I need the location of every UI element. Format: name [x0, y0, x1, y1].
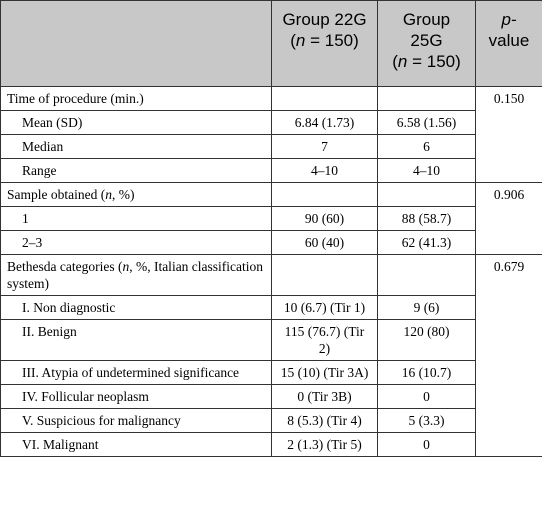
table-body	[1, 87, 542, 457]
cell-p-value-empty	[476, 296, 542, 320]
row-label-post: , %)	[111, 187, 135, 202]
table-row	[1, 135, 542, 159]
cell-p-value-empty	[476, 135, 542, 159]
cell-p-value-empty	[476, 111, 542, 135]
paren-open: (	[392, 52, 398, 71]
header-p-value	[476, 1, 542, 87]
header-p-value-a: p-	[501, 10, 517, 29]
n-symbol: n	[122, 259, 130, 274]
cell-p-value-empty	[476, 159, 542, 183]
paren-open: (	[290, 31, 296, 50]
table-row	[1, 231, 542, 255]
cell-group-25g: 62 (41.3)	[378, 231, 476, 255]
row-label: 2–3	[1, 231, 272, 255]
cell-group-22g: 15 (10) (Tir 3A)	[272, 361, 378, 385]
table-row	[1, 255, 542, 296]
row-label: 1	[1, 207, 272, 231]
cell-group-22g: 10 (6.7) (Tir 1)	[272, 296, 378, 320]
cell-group-25g: 9 (6)	[378, 296, 476, 320]
table-row	[1, 409, 542, 433]
header-group-22g-count: = 150)	[305, 31, 359, 50]
cell-group-25g	[378, 255, 476, 296]
n-symbol: n	[295, 31, 306, 50]
row-label: V. Suspicious for malignancy	[1, 409, 272, 433]
header-group-25g-title-a: Group	[402, 10, 451, 29]
cell-group-25g	[378, 87, 476, 111]
table-row	[1, 111, 542, 135]
row-label: Range	[1, 159, 272, 183]
row-label: IV. Follicular neoplasm	[1, 385, 272, 409]
cell-group-22g: 6.84 (1.73)	[272, 111, 378, 135]
cell-group-25g: 6	[378, 135, 476, 159]
table-row	[1, 207, 542, 231]
header-group-22g	[272, 1, 378, 87]
row-label: Median	[1, 135, 272, 159]
row-label	[1, 255, 272, 296]
header-group-22g-title: Group 22G	[282, 10, 367, 29]
row-label: III. Atypia of undetermined significance	[1, 361, 272, 385]
row-label-post: , %, Italian classification system)	[7, 259, 264, 291]
cell-p-value: 0.679	[476, 255, 542, 296]
cell-group-25g: 4–10	[378, 159, 476, 183]
row-label-pre: Bethesda categories (	[7, 259, 123, 274]
cell-p-value-empty	[476, 207, 542, 231]
cell-group-25g: 0	[378, 385, 476, 409]
row-label-pre: Sample obtained (	[7, 187, 106, 202]
cell-p-value-empty	[476, 231, 542, 255]
cell-p-value: 0.906	[476, 183, 542, 207]
header-p-value-b: value	[488, 31, 530, 50]
cell-p-value-empty	[476, 320, 542, 361]
cell-p-value-empty	[476, 433, 542, 457]
cell-p-value: 0.150	[476, 87, 542, 111]
n-symbol: n	[105, 187, 112, 202]
table-row	[1, 183, 542, 207]
row-label: VI. Malignant	[1, 433, 272, 457]
table-row	[1, 433, 542, 457]
header-group-25g-title-b: 25G	[410, 31, 443, 50]
table-header	[1, 1, 542, 87]
cell-group-22g	[272, 255, 378, 296]
cell-group-22g: 8 (5.3) (Tir 4)	[272, 409, 378, 433]
cell-group-22g: 60 (40)	[272, 231, 378, 255]
cell-p-value-empty	[476, 409, 542, 433]
cell-group-25g: 6.58 (1.56)	[378, 111, 476, 135]
table-row	[1, 320, 542, 361]
header-group-25g-count: = 150)	[407, 52, 461, 71]
table-row	[1, 385, 542, 409]
table-row	[1, 361, 542, 385]
cell-group-22g: 0 (Tir 3B)	[272, 385, 378, 409]
cell-group-25g: 16 (10.7)	[378, 361, 476, 385]
n-symbol: n	[397, 52, 408, 71]
cell-group-25g: 120 (80)	[378, 320, 476, 361]
cell-group-25g: 0	[378, 433, 476, 457]
cell-group-25g: 88 (58.7)	[378, 207, 476, 231]
row-label: II. Benign	[1, 320, 272, 361]
cell-group-25g	[378, 183, 476, 207]
table-row	[1, 159, 542, 183]
header-row	[1, 1, 542, 87]
table-row	[1, 296, 542, 320]
cell-p-value-empty	[476, 361, 542, 385]
header-group-25g	[378, 1, 476, 87]
cell-p-value-empty	[476, 385, 542, 409]
cell-group-22g: 2 (1.3) (Tir 5)	[272, 433, 378, 457]
header-empty-cell	[1, 1, 272, 87]
cell-group-25g: 5 (3.3)	[378, 409, 476, 433]
row-label: Time of procedure (min.)	[1, 87, 272, 111]
cell-group-22g: 4–10	[272, 159, 378, 183]
table-row	[1, 87, 542, 111]
cell-group-22g: 7	[272, 135, 378, 159]
cell-group-22g: 115 (76.7) (Tir 2)	[272, 320, 378, 361]
cell-group-22g	[272, 87, 378, 111]
cell-group-22g	[272, 183, 378, 207]
row-label: Mean (SD)	[1, 111, 272, 135]
row-label	[1, 183, 272, 207]
row-label: I. Non diagnostic	[1, 296, 272, 320]
cell-group-22g: 90 (60)	[272, 207, 378, 231]
